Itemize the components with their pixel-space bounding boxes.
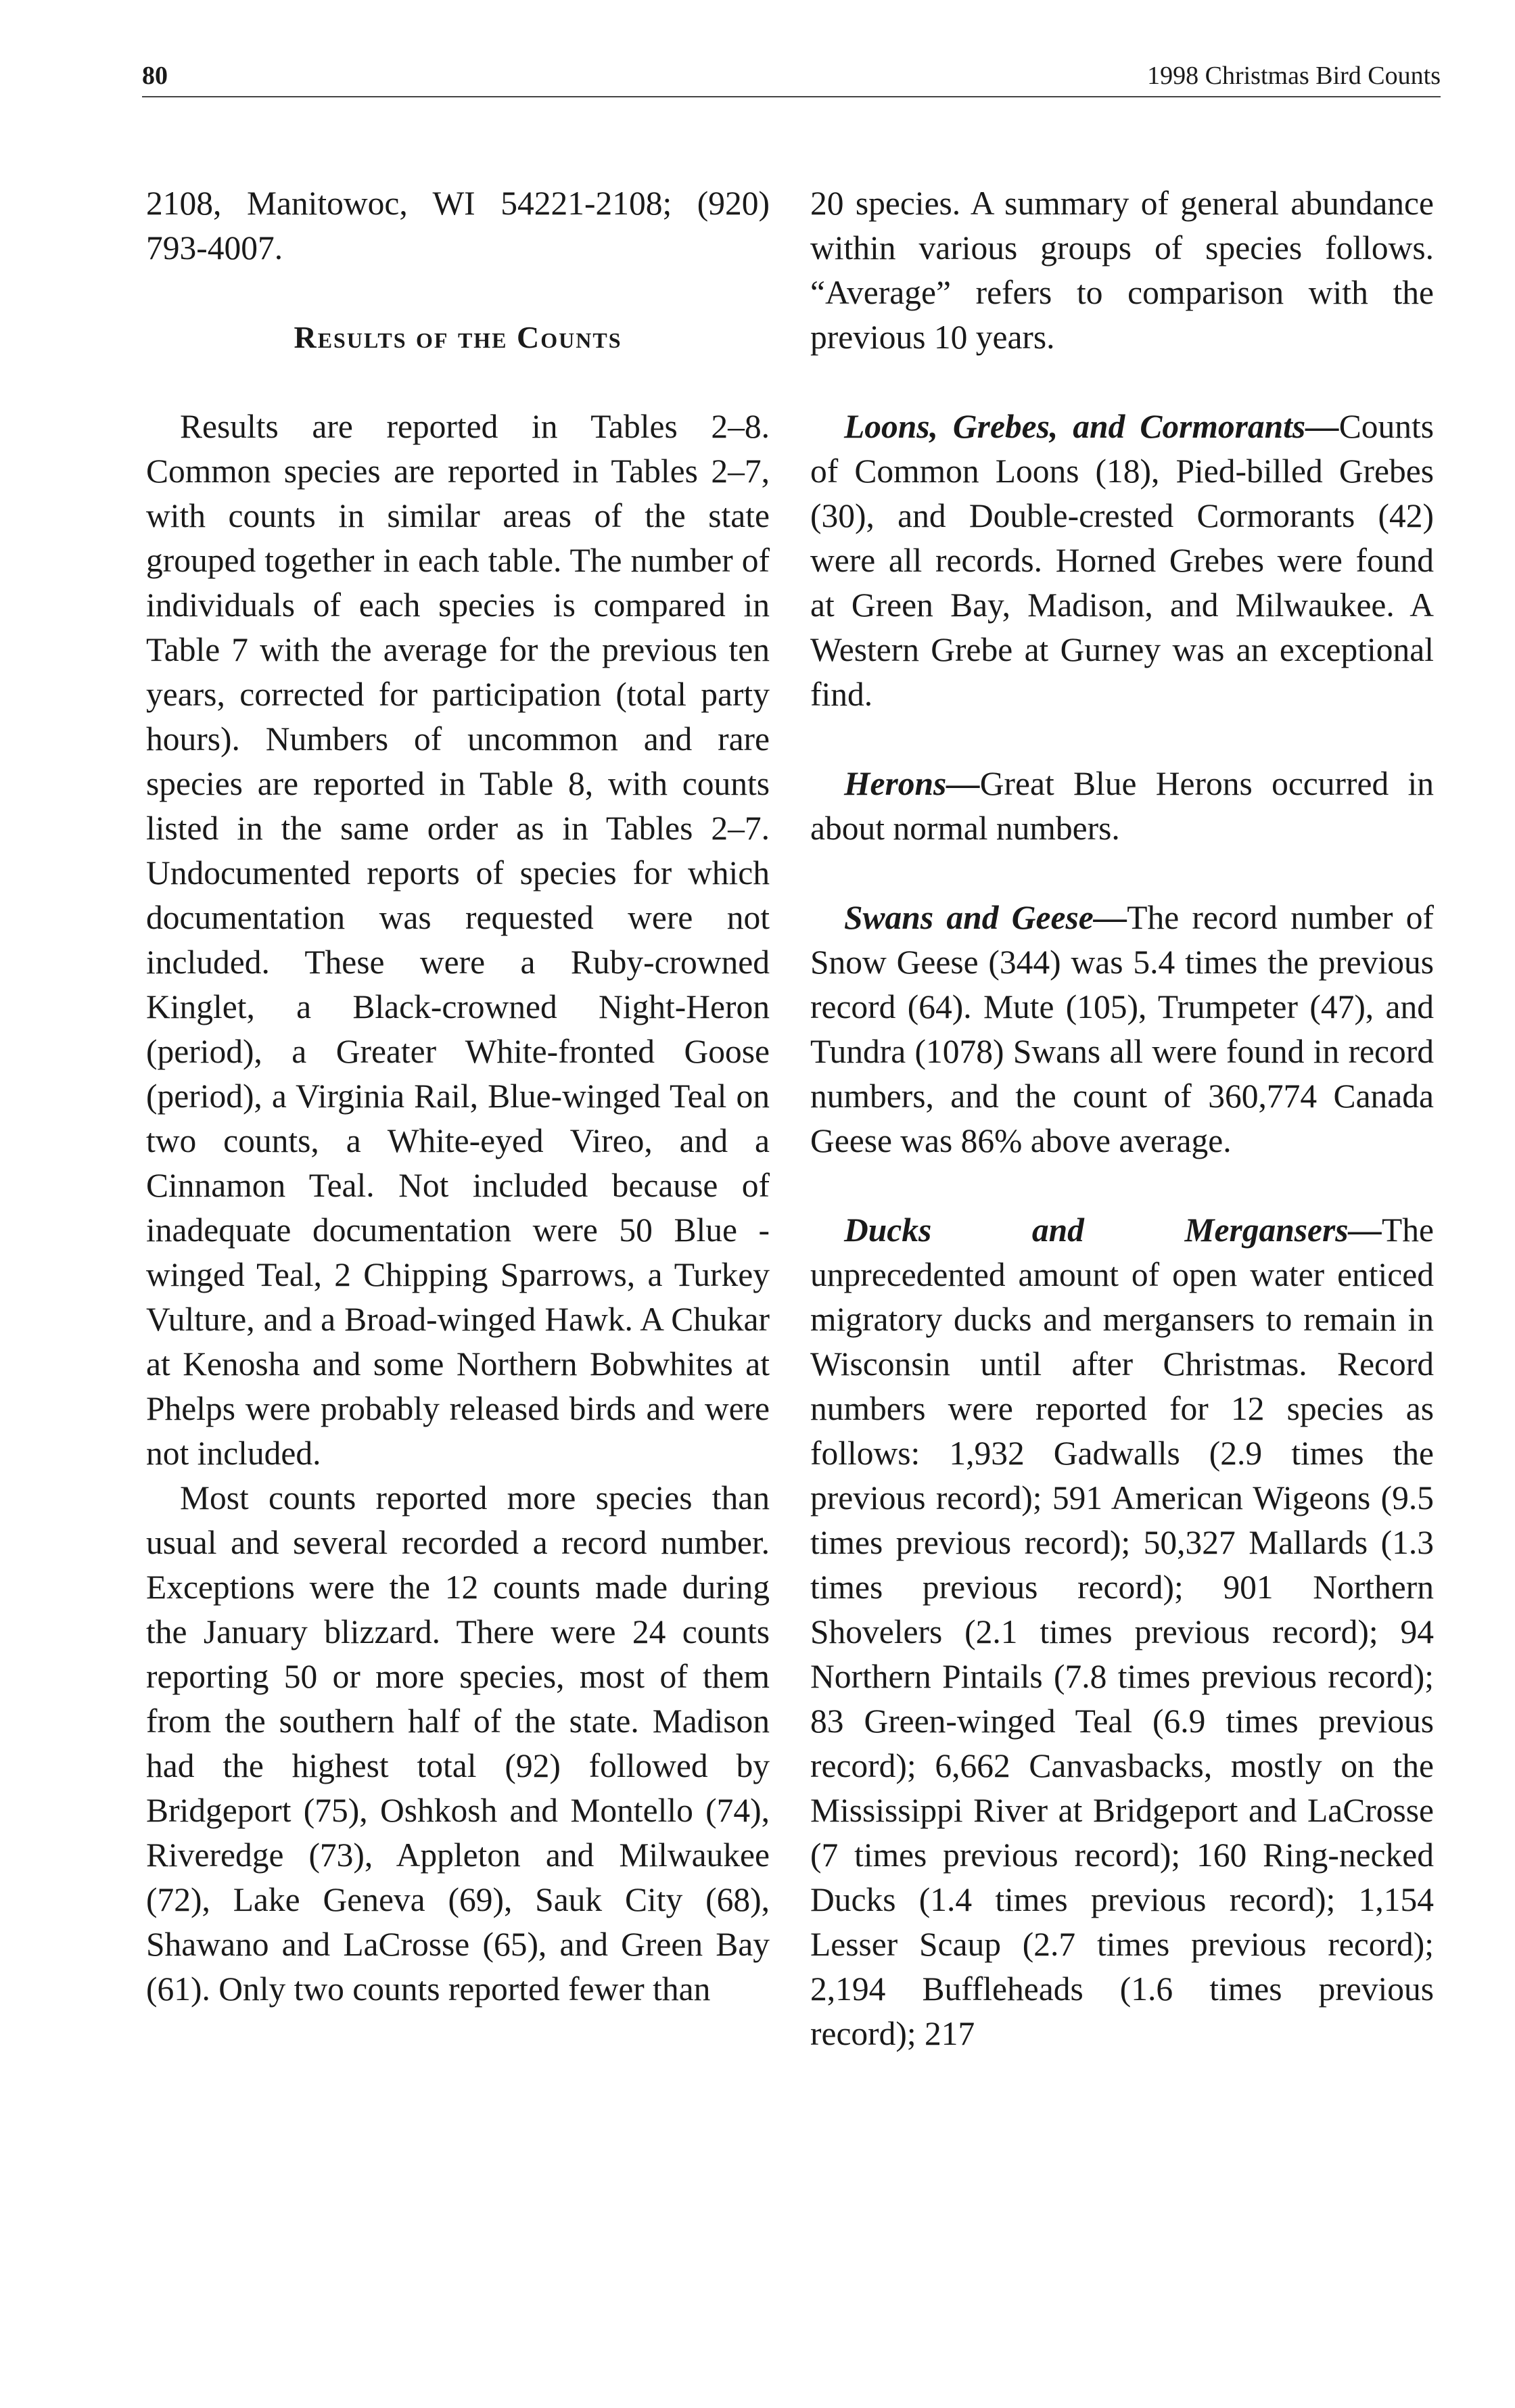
left-column (146, 181, 770, 2012)
swans-text: The record number of Snow Geese (344) was 5.4 times the previous record (64). Mute (105), Trumpeter (47), and Tundra (1078) Swans all were found in record numbers, and the count of 360,774 Canada Geese was 86% above average. (810, 899, 1434, 1159)
loons-paragraph (810, 404, 1434, 717)
right-column (810, 181, 1434, 2056)
summary-intro: 20 species. A summary of general abundance within various groups of species follows. “Average” refers to comparison with the previous 10 years. (810, 185, 1434, 356)
herons-text: Great Blue Herons occurred in about normal numbers. (810, 765, 1434, 847)
ducks-heading: Ducks and Mergansers— (844, 1211, 1382, 1249)
swans-heading: Swans and Geese— (844, 899, 1127, 936)
page-number: 80 (142, 62, 168, 90)
address-continuation: 2108, Manitowoc, WI 54221-2108; (920) 793-4007. (146, 185, 770, 267)
section-heading: Results of the Counts (294, 320, 622, 354)
running-title: 1998 Christmas Bird Counts (1147, 62, 1441, 90)
herons-paragraph (810, 762, 1434, 851)
loons-text: Counts of Common Loons (18), Pied-billed Grebes (30), and Double-crested Cormorants (42) were all records. Horned Grebes were found at Green Bay, Madison, and Milwaukee. A Western Grebe at Gurney was an exceptional find. (810, 408, 1434, 713)
loons-heading: Loons, Grebes, and Cormorants— (844, 408, 1339, 445)
herons-heading: Herons— (844, 765, 980, 802)
results-paragraph-2: Most counts reported more species than usual and several recorded a record number. Exceptions were the 12 counts made during the January blizzard. There were 24 counts reporting 50 or more species, most of them from the southern half of the state. Madison had the highest total (92) followed by Bridgeport (75), Oshkosh and Montello (74), Riveredge (73), Appleton and Milwaukee (72), Lake Geneva (69), Sauk City (68), Shawano and LaCrosse (65), and Green Bay (61). Only two counts reported fewer than (146, 1479, 770, 2008)
results-paragraph-1: Results are reported in Tables 2–8. Common species are reported in Tables 2–7, with counts in similar areas of the state grouped together in each table. The number of individuals of each species is compared in Table 7 with the average for the previous ten years, corrected for participation (total party hours). Numbers of uncommon and rare species are reported in Table 8, with counts listed in the same order as in Tables 2–7. Undocumented reports of species for which documentation was requested were not included. These were a Ruby-crowned Kinglet, a Black-crowned Night-Heron (period), a Greater White-fronted Goose (period), a Virginia Rail, Blue-winged Teal on two counts, a White-eyed Vireo, and a Cinnamon Teal. Not included because of inadequate documentation were 50 Blue -winged Teal, 2 Chipping Sparrows, a Turkey Vulture, and a Broad-winged Hawk. A Chukar at Kenosha and some Northern Bobwhites at Phelps were probably released birds and were not included. (146, 408, 770, 1472)
ducks-text: The unprecedented amount of open water enticed migratory ducks and mergansers to remain in Wisconsin until after Christmas. Record numbers were reported for 12 species as follows: 1,932 Gadwalls (2.9 times the previous record); 591 American Wigeons (9.5 times previous record); 50,327 Mallards (1.3 times previous record); 901 Northern Shovelers (2.1 times previous record); 94 Northern Pintails (7.8 times previous record); 83 Green-winged Teal (6.9 times previous record); 6,662 Canvasbacks, mostly on the Mississippi River at Bridgeport and LaCrosse (7 times previous record); 160 Ring-necked Ducks (1.4 times previous record); 1,154 Lesser Scaup (2.7 times previous record); 2,194 Buffleheads (1.6 times previous record); 217 (810, 1211, 1434, 2052)
running-header (142, 47, 1441, 97)
swans-paragraph (810, 896, 1434, 1163)
ducks-paragraph (810, 1208, 1434, 2056)
